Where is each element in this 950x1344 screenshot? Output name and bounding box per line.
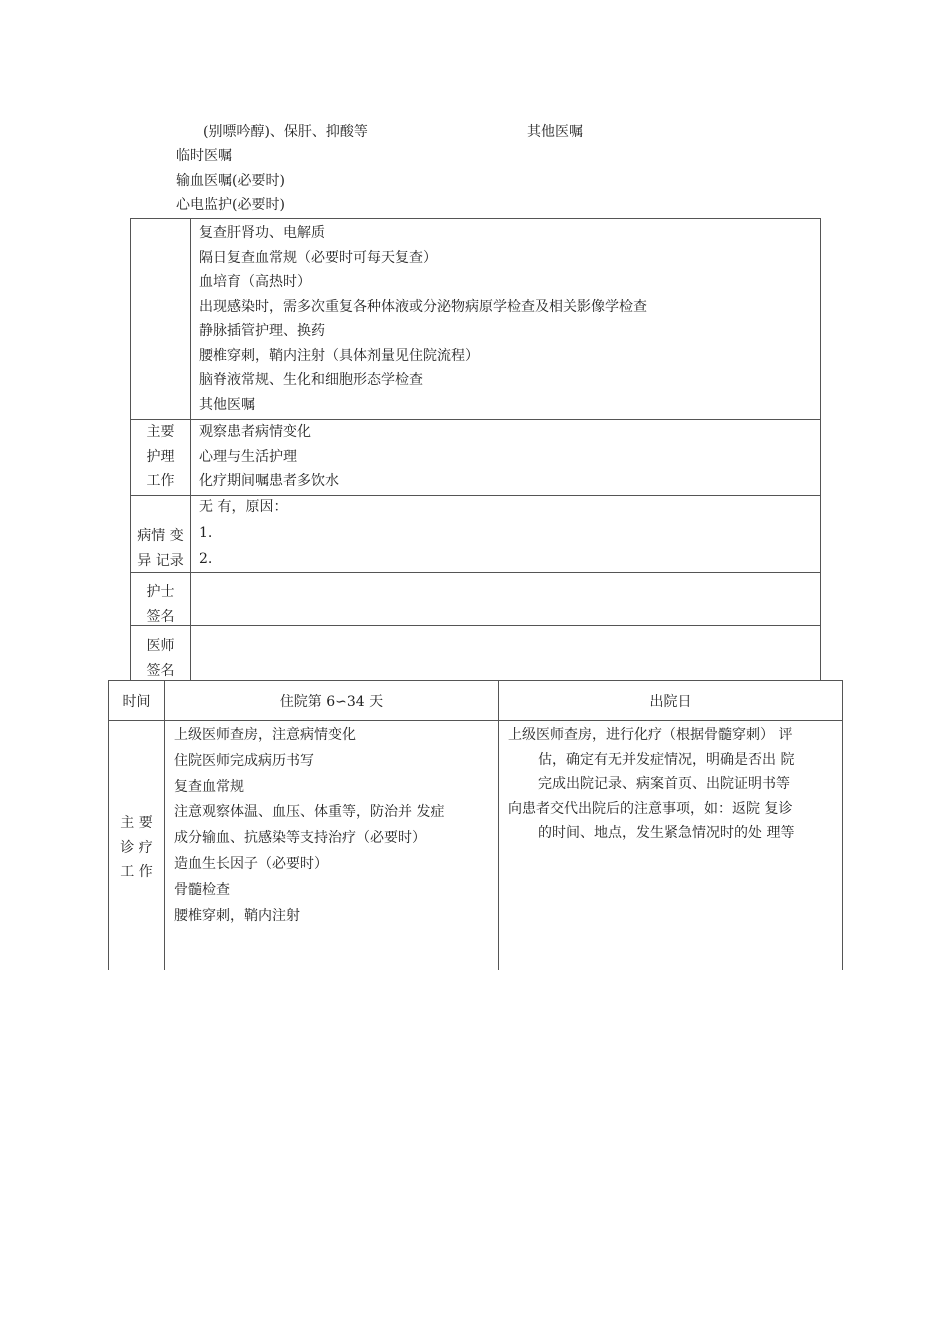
top-line-2: 临时医嘱 [176, 148, 232, 164]
diagnosis-work-label: 主 要 诊 疗 工 作 [120, 815, 153, 880]
stay-item: 注意观察体温、血压、体重等，防治并 发症 [174, 804, 445, 821]
top-line-4: 心电监护(必要时) [176, 197, 285, 213]
variance-item: 1. [199, 524, 213, 541]
order-item: 复查肝肾功、电解质 [199, 225, 325, 241]
discharge-item: 上级医师查房，进行化疗（根据骨髓穿刺） 评 [508, 727, 793, 743]
nursing-item: 心理与生活护理 [199, 448, 297, 465]
variance-list [199, 495, 287, 571]
orders-list [199, 221, 647, 417]
order-item: 脑脊液常规、生化和细胞形态学检查 [199, 372, 423, 388]
discharge-item: 的时间、地点，发生紧急情况时的处 理等 [538, 825, 795, 841]
variance-label: 病情 变 异 记录 [137, 528, 184, 569]
order-item: 血培育（高热时） [199, 274, 311, 290]
order-item: 出现感染时，需多次重复各种体液或分泌物病原学检查及相关影像学检查 [199, 298, 647, 315]
stay-item: 复查血常规 [174, 778, 244, 795]
variance-item: 2. [199, 550, 213, 567]
nursing-label: 主要 护理 工作 [146, 424, 175, 489]
order-item: 腰椎穿刺，鞘内注射（具体剂量见住院流程） [199, 347, 479, 364]
order-item: 其他医嘱 [199, 396, 255, 413]
stay-days-list [174, 723, 444, 929]
discharge-item: 向患者交代出院后的注意事项，如：返院 复诊 [508, 800, 793, 817]
nurse-sign-label: 护士 签名 [146, 584, 175, 625]
nurse-sign-field[interactable] [191, 573, 819, 625]
nursing-item: 观察患者病情变化 [199, 424, 311, 440]
doctor-sign-label: 医师 签名 [146, 638, 175, 679]
stay-item: 腰椎穿刺，鞘内注射 [174, 907, 300, 924]
discharge-item: 估，确定有无并发症情况，明确是否出 院 [538, 751, 795, 768]
header-time: 时间 [122, 694, 151, 710]
nursing-list [199, 420, 339, 494]
stay-item: 造血生长因子（必要时） [174, 855, 328, 872]
stay-item: 住院医师完成病历书写 [174, 752, 314, 769]
order-item: 静脉插管护理、换药 [199, 323, 325, 339]
stay-item: 成分输血、抗感染等支持治疗（必要时） [174, 830, 426, 847]
variance-option: 无 有，原因： [199, 499, 288, 515]
discharge-item: 完成出院记录、病案首页、出院证明书等 [538, 776, 790, 792]
stay-item: 上级医师查房，注意病情变化 [174, 727, 356, 743]
discharge-list [508, 723, 834, 846]
nursing-item: 化疗期间嘱患者多饮水 [199, 473, 339, 489]
stay-item: 骨髓检查 [174, 881, 230, 898]
header-stay-days: 住院第 6∽34 天 [279, 694, 384, 710]
top-line-1-right: 其他医嘱 [527, 124, 583, 140]
top-line-1-left: (别嘌吟醇)、保肝、抑酸等 [203, 124, 368, 140]
header-discharge-day: 出院日 [649, 694, 692, 710]
doctor-sign-field[interactable] [191, 626, 819, 680]
order-item: 隔日复查血常规（必要时可每天复查） [199, 249, 437, 266]
top-line-3: 输血医嘱(必要时) [176, 173, 285, 189]
